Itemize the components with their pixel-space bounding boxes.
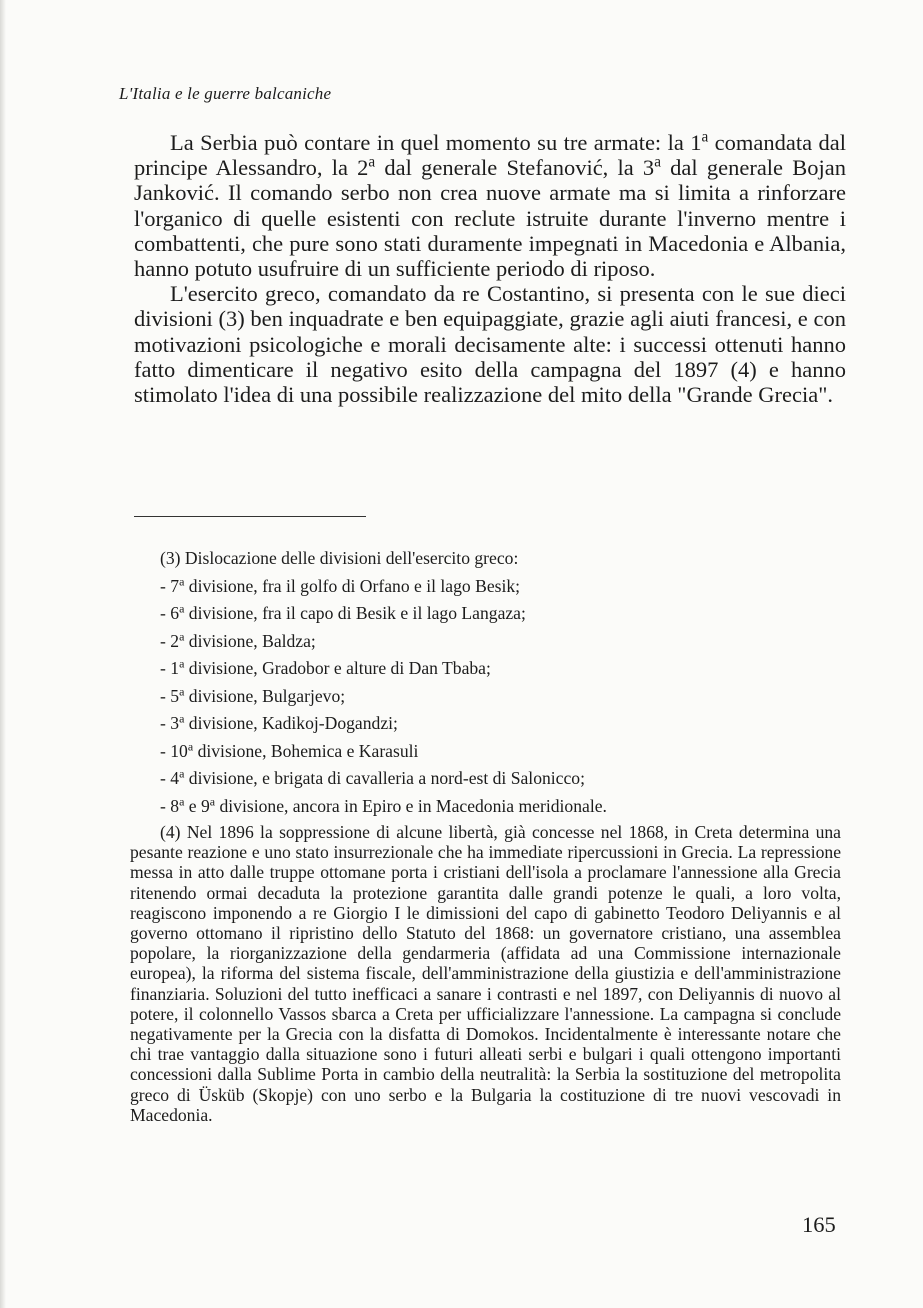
- ordinal-superscript: a: [654, 153, 661, 171]
- text-segment: La Serbia può contare in quel momento su tre armate: la 1: [170, 130, 702, 155]
- running-head: L'Italia e le guerre balcaniche: [119, 84, 332, 103]
- division-item: - 4$^a$ divisione, e brigata di cavalleria a nord-est di Salonicco;: [160, 766, 585, 788]
- division-item: - 8$^a$ e 9$^a$ divisione, ancora in Epiro e in Macedonia meridionale.: [160, 793, 607, 816]
- footnotes: [130, 545, 841, 1125]
- footnote-4: (4) Nel 1896 la soppressione di alcune libertà, già concesse nel 1868, in Creta determina una pesante reazione e uno stato insurrezionale che ha immediate ripercussioni in Grecia. La repressione messa in atto dalle truppe ottomane porta i cristiani dell'isola a proclamare l'annessione alla Grecia ritenendo ormai decaduta la protezione garantita dalle grandi potenze le quali, a loro volta, reagiscono imponendo a re Giorgio I le dimissioni del capo di gabinetto Teodoro Deliyannis e al governo ottomano il ripristino dello Statuto del 1868: un governatore cristiano, una assemblea popolare, la riorganizzazione della gendarmeria (affidata ad una Commissione internazionale europea), la riforma del sistema fiscale, dell'amministrazione della giustizia e dell'amministrazione finanziaria. Soluzioni del tutto inefficaci a sanare i contrasti e nel 1897, con Deliyannis di nuovo al potere, il colonnello Vassos sbarca a Creta per ufficializzare l'annessione. La campagna si conclude negativamente per la Grecia con la disfatta di Domokos. Incidentalmente è interessante notare che chi trae vantaggio dalla situazione sono i futuri alleati serbi e bulgari i quali ottengono importanti concessioni dalla Sublime Porta in cambio della neutralità: la Serbia la sostituzione del metropolita greco di Üsküb (Skopje) con uno serbo e la Bulgaria la costituzione di tre nuovi vescovadi in Macedonia.: [130, 822, 841, 1125]
- division-item: - 5$^a$ divisione, Bulgarjevo;: [160, 683, 346, 706]
- page-number: 165: [802, 1212, 836, 1237]
- division-item: - 7$^a$ divisione, fra il golfo di Orfano e il lago Besik;: [160, 573, 521, 596]
- footnote-separator: [134, 516, 366, 517]
- paragraph-serbia: [134, 130, 846, 281]
- division-item: - 10$^a$ divisione, Bohemica e Karasuli: [160, 738, 419, 761]
- text-segment: dal generale Bojan Janković. Il comando serbo non crea nuove armate ma si limita a rinforzare l'organico di quelle esistenti con reclute istruite durante l'inverno mentre i combattenti, che pure sono stati duramente impegnati in Macedonia e Albania, hanno potuto usufruire di un sufficiente periodo di riposo.: [134, 155, 846, 282]
- footnote-3-heading: (3) Dislocazione delle divisioni dell'esercito greco:: [160, 548, 519, 568]
- division-item: - 3$^a$ divisione, Kadikoj-Dogandzi;: [160, 711, 398, 733]
- ordinal-superscript: a: [368, 153, 376, 171]
- page-edge-shadow: [0, 0, 6, 1308]
- division-item: - 2$^a$ divisione, Baldza;: [160, 628, 316, 651]
- text-segment: dal generale Stefanović, la 3: [375, 155, 655, 181]
- ordinal-superscript: a: [701, 128, 709, 146]
- text-segment: comandata dal principe Alessandro, la 2: [134, 130, 847, 181]
- main-text: [134, 130, 846, 407]
- paragraph-greek-army: L'esercito greco, comandato da re Costantino, si presenta con le sue dieci divisioni (3) ben inquadrate e ben equipaggiate, grazie agli aiuti francesi, e con motivazioni psicologiche e morali decisamente alte: i successi ottenuti hanno fatto dimenticare il negativo esito della campagna del 1897 (4) e hanno stimolato l'idea di una possibile realizzazione del mito della "Grande Grecia".: [134, 281, 846, 408]
- division-item: - 6$^a$ divisione, fra il capo di Besik e il lago Langaza;: [160, 601, 526, 623]
- division-list: [130, 573, 841, 821]
- division-item: - 1$^a$ divisione, Gradobor e alture di Dan Tbaba;: [160, 656, 491, 678]
